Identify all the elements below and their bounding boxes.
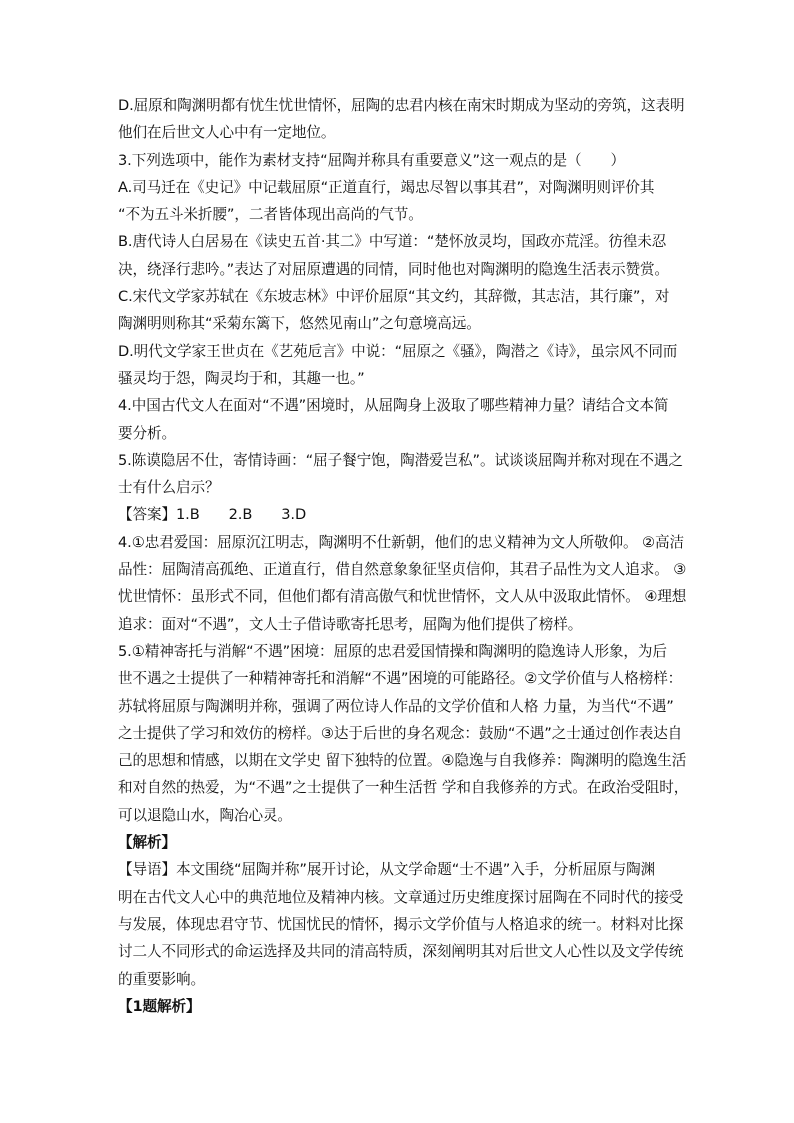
text-line: 4.中国古代文人在面对“不遇”困境时，从屈陶身上汲取了哪些精神力量？请结合文本简 [118, 397, 669, 415]
text-line: 品性：屈陶清高孤绝、正道直行，借自然意象象征坚贞信仰，其君子品性为文人追求。 ③ [118, 561, 687, 579]
text-line: 5.陈谟隐居不仕，寄情诗画：“屈子餐宁饱，陶潜爱岂私”。试谈谈屈陶并称对现在不遇之 [118, 451, 683, 469]
text-line: A.司马迁在《史记》中记载屈原“正道直行，竭忠尽智以事其君”，对陶渊明则评价其 [118, 178, 655, 196]
text-line: “不为五斗米折腰”，二者皆体现出高尚的气节。 [118, 206, 423, 224]
text-line: 【导语】本文围绕“屈陶并称”展开讨论，从文学命题“士不遇”入手，分析屈原与陶渊 [118, 861, 656, 879]
text-line: 4.①忠君爱国：屈原沉江明志，陶渊明不仕新朝，他们的忠义精神为文人所敬仰。 ②高洁 [118, 533, 685, 551]
document-page [118, 92, 689, 1020]
text-line: 陶渊明则称其“采菊东篱下，悠然见南山”之句意境高远。 [118, 315, 481, 333]
text-line: 要分析。 [118, 424, 176, 442]
text-line: 忧世情怀：虽形式不同，但他们都有清高傲气和忧世情怀，文人从中汲取此情怀。 ④理想 [118, 588, 687, 606]
text-line: 他们在后世文人心中有一定地位。 [118, 124, 336, 142]
text-line: 苏轼将屈原与陶渊明并称，强调了两位诗人作品的文学价值和人格 力量，为当代“不遇” [118, 697, 674, 715]
text-line: D.明代文学家王世贞在《艺苑卮言》中说：“屈原之《骚》，陶潜之《诗》，虽宗风不同而 [118, 342, 678, 360]
text-line: C.宋代文学家苏轼在《东坡志林》中评价屈原“其文约，其辞微，其志洁，其行廉”，对 [118, 288, 670, 306]
text-line: 与发展，体现忠君守节、忧国忧民的情怀，揭示文学价值与人格追求的统一。材料对比探 [118, 915, 684, 933]
text-line: 追求：面对“不遇”，文人士子借诗歌寄托思考，屈陶为他们提供了榜样。 [118, 615, 583, 633]
text-line: 之士提供了学习和效仿的榜样。③达于后世的身名观念：鼓励“不遇”之士通过创作表达自 [118, 724, 683, 742]
text-line: 士有什么启示？ [118, 479, 220, 497]
text-line: 讨二人不同形式的命运选择及共同的清高特质，深刻阐明其对后世文人心性以及文学传统 [118, 943, 684, 961]
text-line: 己的思想和情感，以期在文学史 留下独特的位置。④隐逸与自我修养：陶渊明的隐逸生活 [118, 752, 687, 770]
text-line: 3.下列选项中，能作为素材支持“屈陶并称具有重要意义”这一观点的是（ ） [118, 151, 625, 169]
text-line: 5.①精神寄托与消解“不遇”困境：屈原的忠君爱国情操和陶渊明的隐逸诗人形象，为后 [118, 642, 667, 660]
text-line: 和对自然的热爱，为“不遇”之士提供了一种生活哲 学和自我修养的方式。在政治受阻时， [118, 779, 689, 797]
text-line: 明在古代文人心中的典范地位及精神内核。文章通过历史维度探讨屈陶在不同时代的接受 [118, 888, 684, 906]
text-line: 的重要影响。 [118, 970, 205, 988]
text-line: D.屈原和陶渊明都有忧生忧世情怀，屈陶的忠君内核在南宋时期成为坚动的旁筑，这表明 [118, 97, 685, 114]
text-line: B.唐代诗人白居易在《读史五首·其二》中写道：“楚怀放灵均，国政亦荒淫。彷徨未忍 [118, 233, 667, 251]
text-line: 骚灵均于怨，陶灵均于和，其趣一也。” [118, 369, 365, 387]
section-heading: 【解析】 [118, 834, 176, 852]
section-heading: 【1题解析】 [118, 997, 201, 1015]
text-line: 可以退隐山水，陶冶心灵。 [118, 806, 292, 824]
text-line: 世不遇之士提供了一种精神寄托和消解“不遇”困境的可能路径。②文学价值与人格榜样： [118, 670, 683, 688]
text-line: 【答案】1.B 2.B 3.D [118, 506, 307, 524]
text-line: 决，绕泽行悲吟。”表达了对屈原遭遇的同情，同时他也对陶渊明的隐逸生活表示赞赏。 [118, 260, 669, 278]
